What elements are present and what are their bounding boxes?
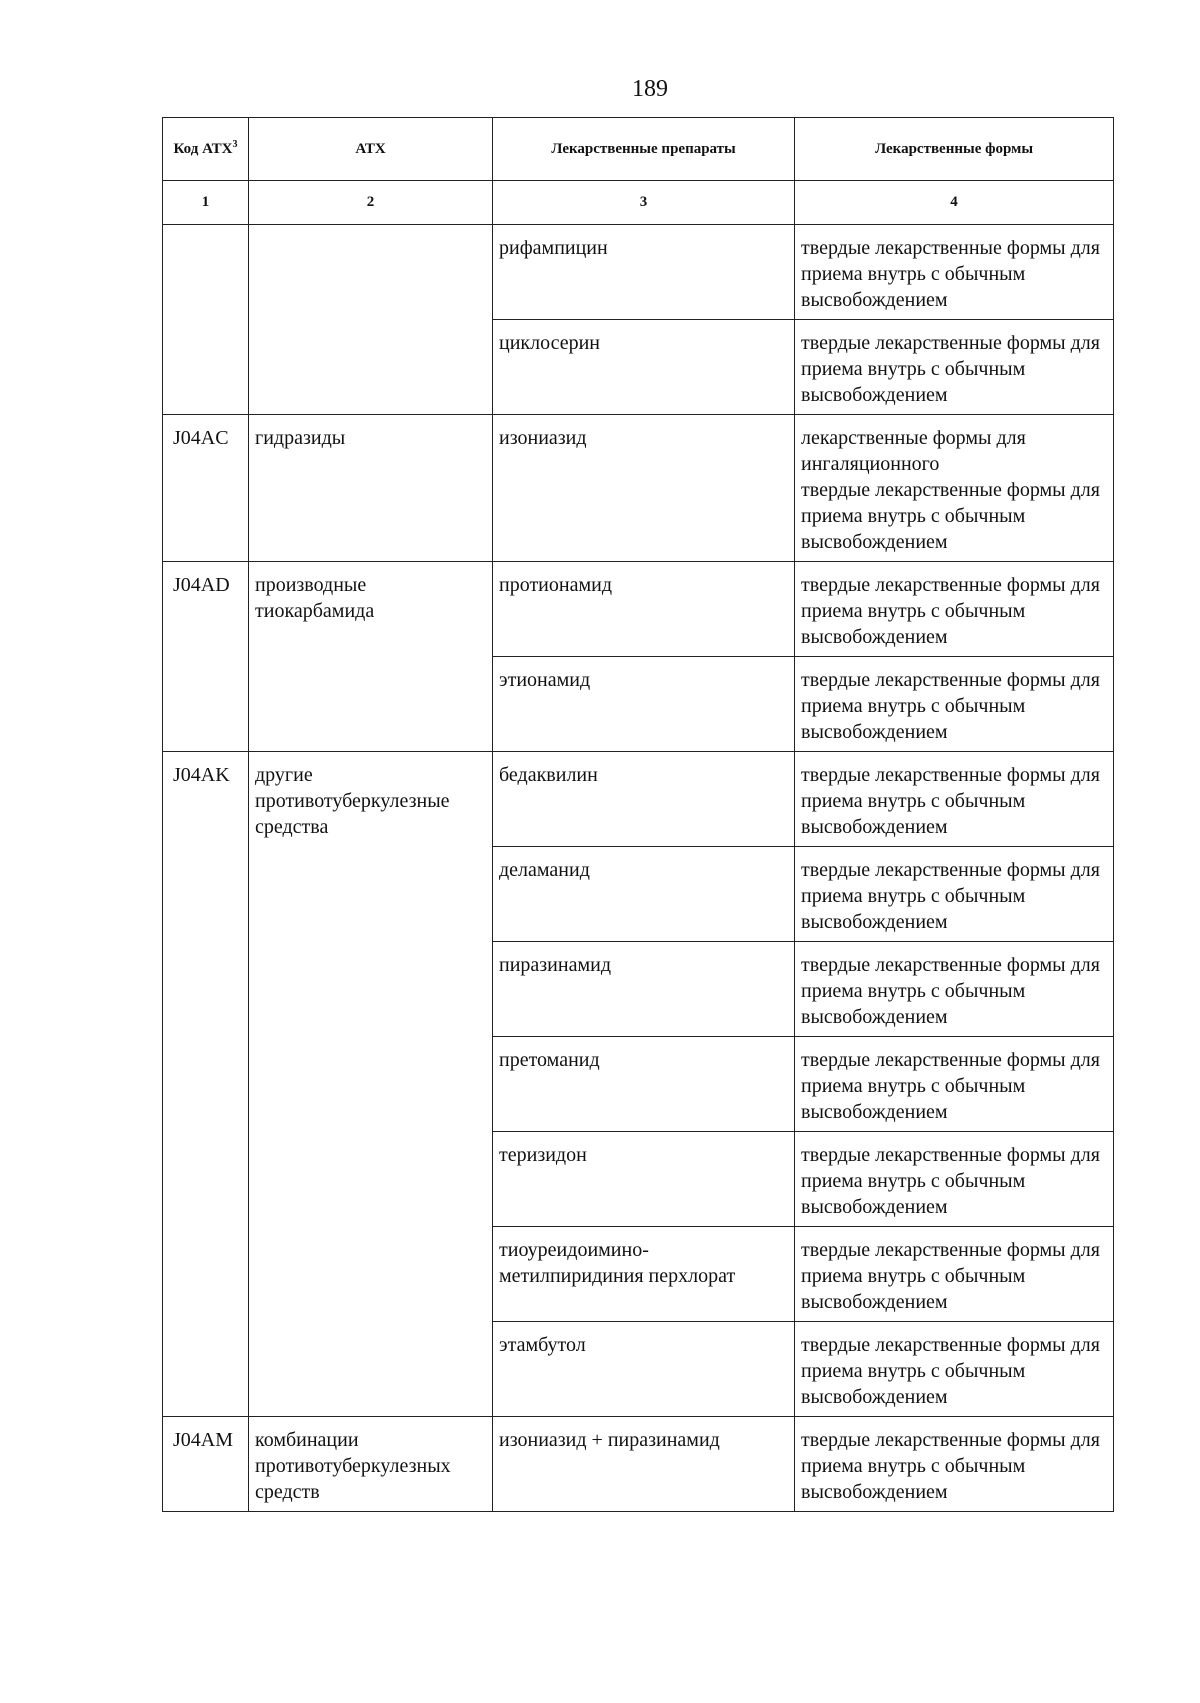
forms-cell <box>795 1322 1114 1417</box>
form-line: твердые лекарственные формы для приема внутрь с обычным высвобождением <box>801 954 1100 1028</box>
atc-name-cell: другие противотуберкулезные средства <box>249 752 493 1417</box>
form-line: твердые лекарственные формы для приема внутрь с обычным высвобождением <box>801 332 1100 406</box>
drug-cell: бедаквилин <box>493 752 795 847</box>
table-row <box>163 225 1114 320</box>
column-number: 3 <box>493 181 795 225</box>
drug-cell: этамбутол <box>493 1322 795 1417</box>
form-line: твердые лекарственные формы для приема внутрь с обычным высвобождением <box>801 859 1100 933</box>
header-forms: Лекарственные формы <box>795 118 1114 181</box>
table-row <box>163 415 1114 562</box>
atc-code-cell: J04AD <box>163 562 249 752</box>
drug-cell: теризидон <box>493 1132 795 1227</box>
column-number: 2 <box>249 181 493 225</box>
form-line: твердые лекарственные формы для приема внутрь с обычным высвобождением <box>801 1429 1100 1503</box>
form-line: твердые лекарственные формы для приема внутрь с обычным высвобождением <box>801 237 1100 311</box>
form-line: твердые лекарственные формы для приема внутрь с обычным высвобождением <box>801 1144 1100 1218</box>
form-line: лекарственные формы для ингаляционного <box>801 427 1026 475</box>
drug-table <box>162 117 1114 1512</box>
atc-code-cell: J04AM <box>163 1417 249 1512</box>
table-row <box>163 562 1114 657</box>
header-drugs: Лекарственные препараты <box>493 118 795 181</box>
forms-cell <box>795 320 1114 415</box>
atc-code-cell <box>163 225 249 415</box>
forms-cell <box>795 1037 1114 1132</box>
drug-cell: протионамид <box>493 562 795 657</box>
form-line: твердые лекарственные формы для приема внутрь с обычным высвобождением <box>801 1049 1100 1123</box>
drug-cell: претоманид <box>493 1037 795 1132</box>
atc-name-cell <box>249 225 493 415</box>
column-number: 4 <box>795 181 1114 225</box>
page-number: 189 <box>632 76 668 102</box>
atc-name-cell: комбинации противотуберкулезных средств <box>249 1417 493 1512</box>
drug-cell: этионамид <box>493 657 795 752</box>
form-line: твердые лекарственные формы для приема внутрь с обычным высвобождением <box>801 669 1100 743</box>
form-line: твердые лекарственные формы для приема внутрь с обычным высвобождением <box>801 1239 1100 1313</box>
forms-cell <box>795 752 1114 847</box>
forms-cell <box>795 225 1114 320</box>
atc-name-cell: производные тиокарбамида <box>249 562 493 752</box>
atc-code-cell: J04AK <box>163 752 249 1417</box>
atc-name-cell: гидразиды <box>249 415 493 562</box>
table-row <box>163 1417 1114 1512</box>
drug-cell: пиразинамид <box>493 942 795 1037</box>
form-line: твердые лекарственные формы для приема внутрь с обычным высвобождением <box>801 479 1100 553</box>
atc-code-cell: J04AC <box>163 415 249 562</box>
forms-cell <box>795 1417 1114 1512</box>
table-header-row <box>163 118 1114 181</box>
drug-cell: деламанид <box>493 847 795 942</box>
column-number: 1 <box>163 181 249 225</box>
forms-cell <box>795 562 1114 657</box>
drug-cell: рифампицин <box>493 225 795 320</box>
drug-cell: тиоуреидоимино-метилпиридиния перхлорат <box>493 1227 795 1322</box>
column-number-row <box>163 181 1114 225</box>
form-line: твердые лекарственные формы для приема внутрь с обычным высвобождением <box>801 764 1100 838</box>
forms-cell <box>795 415 1114 562</box>
forms-cell <box>795 657 1114 752</box>
forms-cell <box>795 1132 1114 1227</box>
header-atc: АТХ <box>249 118 493 181</box>
forms-cell <box>795 847 1114 942</box>
drug-cell: изониазид <box>493 415 795 562</box>
table-row <box>163 752 1114 847</box>
drug-cell: изониазид + пиразинамид <box>493 1417 795 1512</box>
form-line: твердые лекарственные формы для приема внутрь с обычным высвобождением <box>801 1334 1100 1408</box>
drug-cell: циклосерин <box>493 320 795 415</box>
footnote-mark: 3 <box>232 138 238 150</box>
header-code-atc: Код АТХ$^3$ <box>163 118 249 181</box>
forms-cell <box>795 1227 1114 1322</box>
forms-cell <box>795 942 1114 1037</box>
form-line: твердые лекарственные формы для приема внутрь с обычным высвобождением <box>801 574 1100 648</box>
